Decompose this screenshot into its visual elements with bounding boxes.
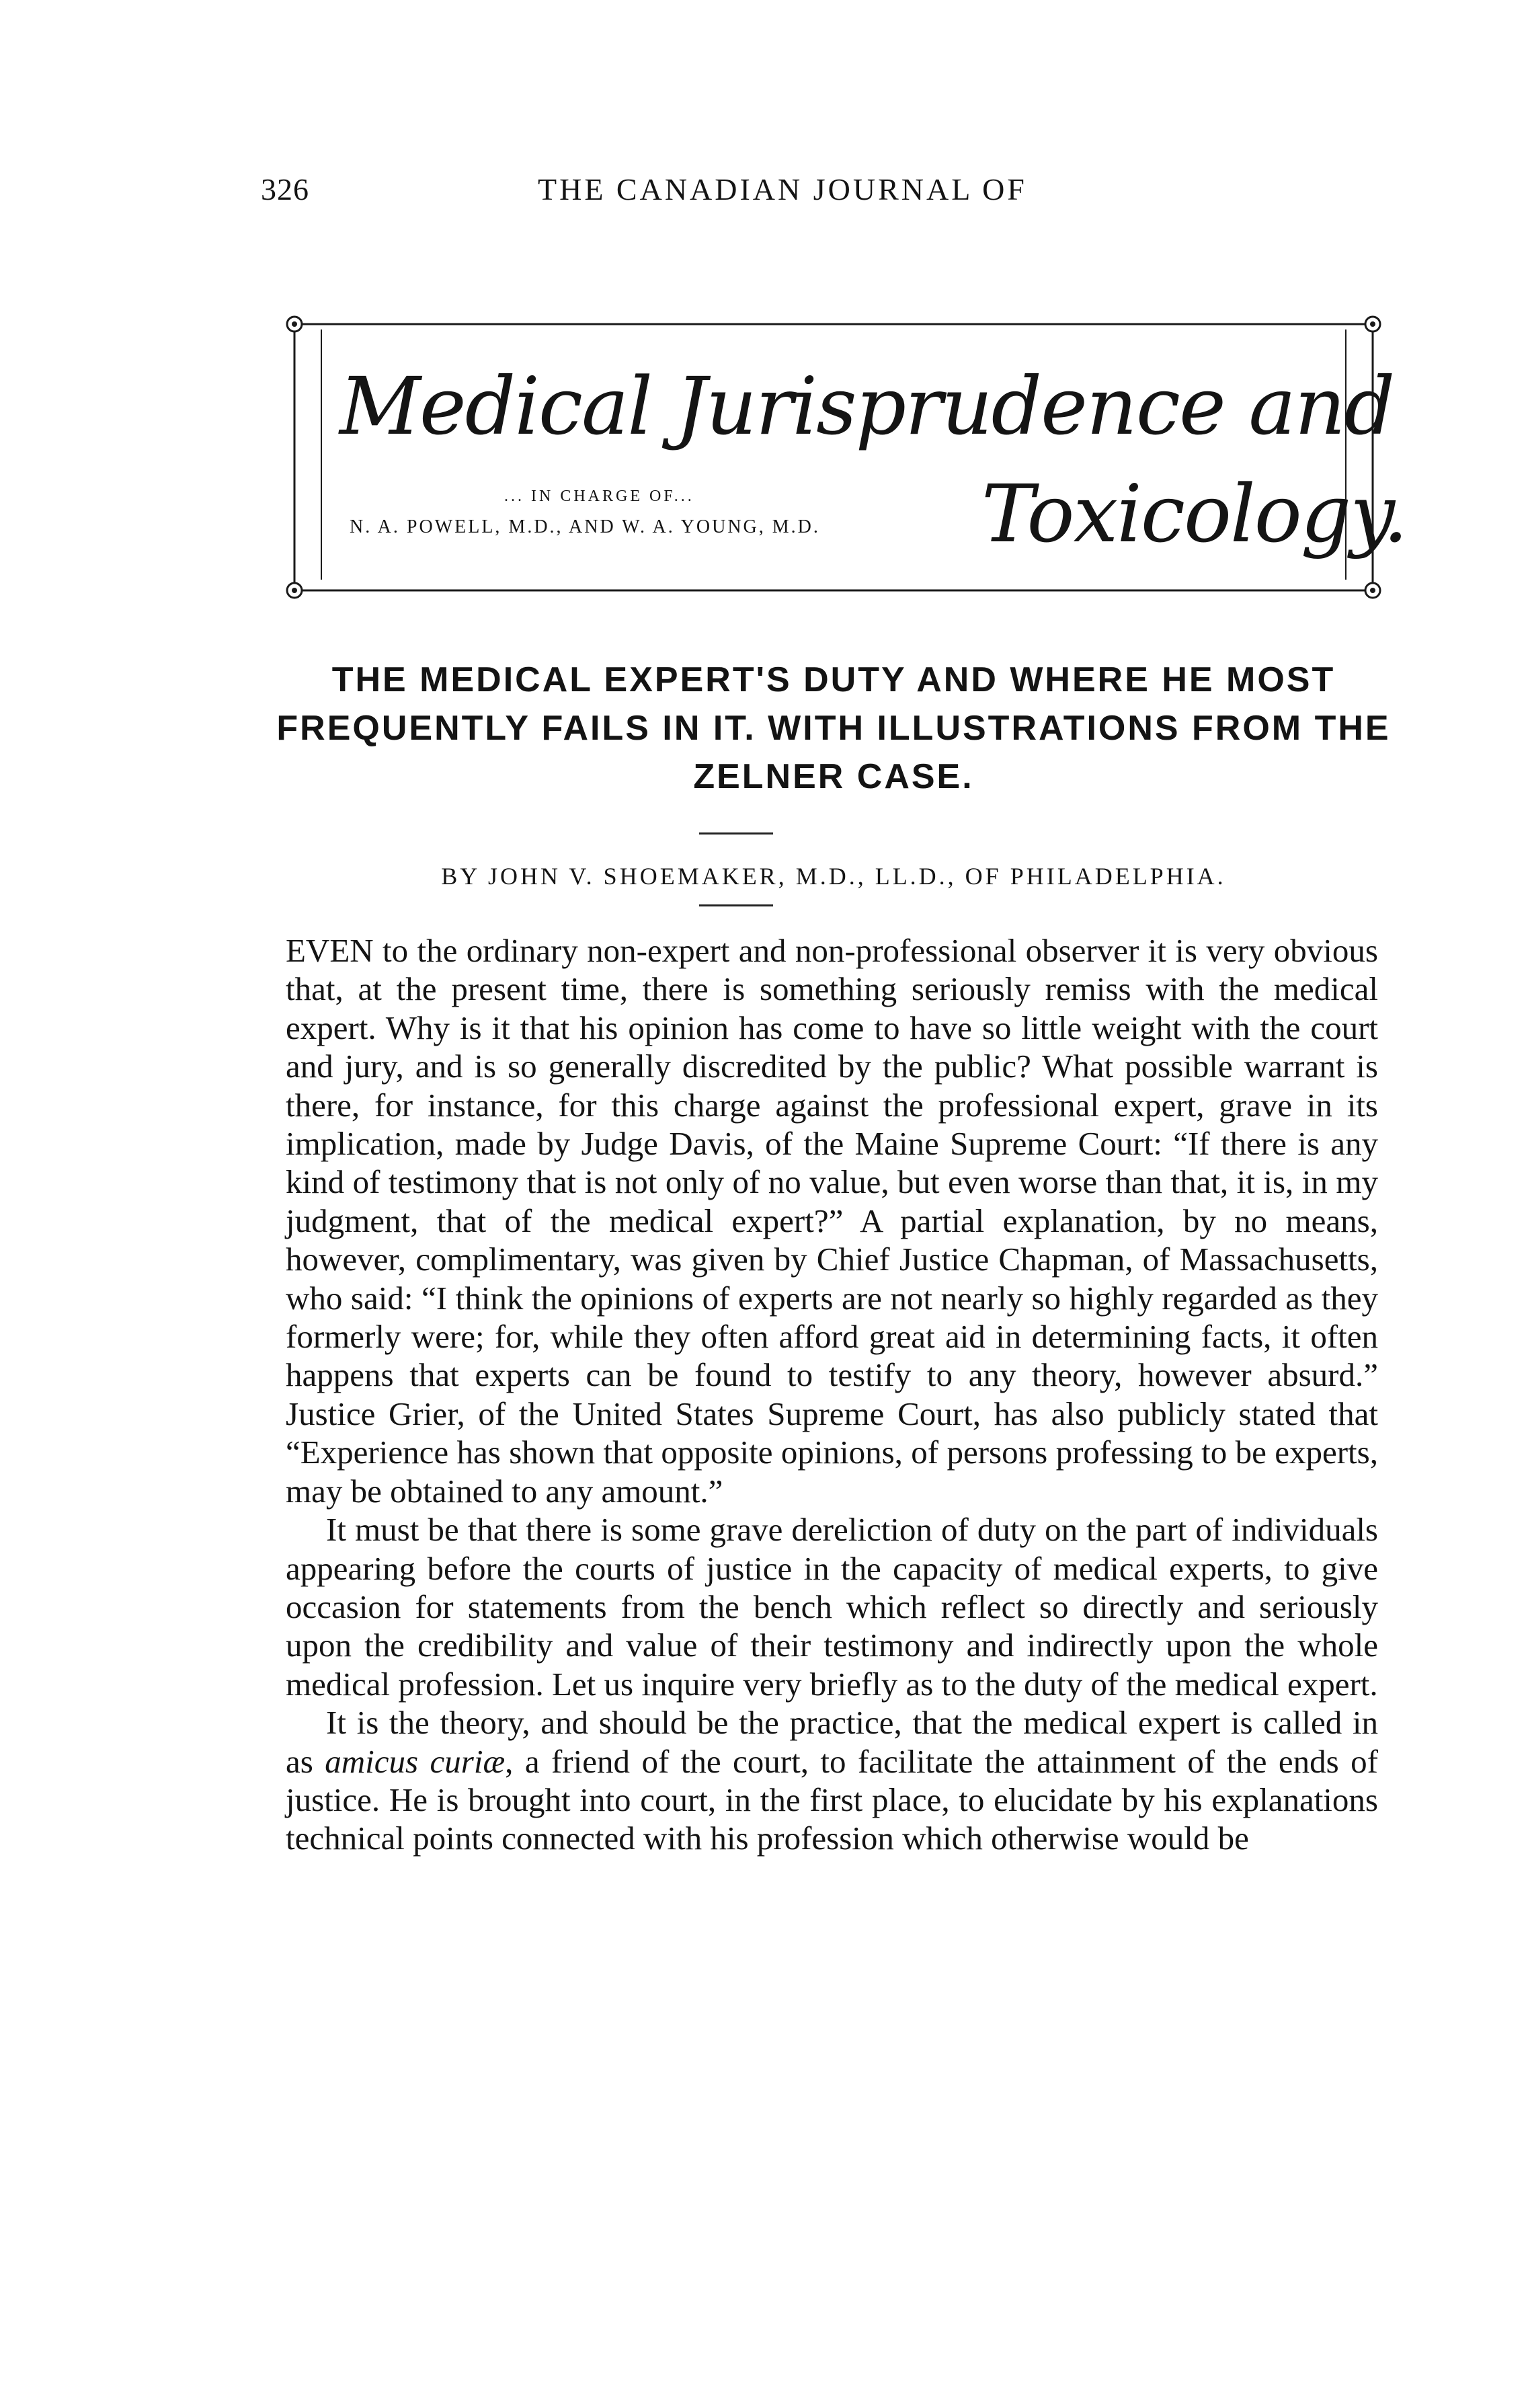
paragraph — [286, 931, 1378, 1510]
journal-title: THE CANADIAN JOURNAL OF — [538, 172, 1027, 206]
running-head — [0, 171, 1528, 212]
department-title-line-2: Toxicology. — [981, 467, 1407, 560]
department-heading-box — [282, 303, 1407, 612]
department-title-line-1: Medical Jurisprudence and — [339, 360, 1394, 453]
ornamental-border — [282, 303, 1385, 612]
in-charge-of-label: ... IN CHARGE OF... — [504, 488, 694, 505]
paragraph: It must be that there is some grave dereliction of duty on the part of individuals appearing before the courts of justice in the capacity of medical experts, to give occasion for statements from the bench which reflect so directly and seriously upon the credibility and value of their testimony and indirectly upon the whole medical profession. Let us inquire very briefly as to the duty of the medical expert. — [286, 1511, 1378, 1703]
paragraph-text: , a friend of the court, to facilitate the attainment of the ends of justice. He is brought into court, in the first place, to elucidate by his explanations technical points connected with his profession which otherwise would be — [286, 1742, 1378, 1857]
latin-phrase: amicus curiæ — [325, 1742, 506, 1780]
department-editors: N. A. POWELL, M.D., AND W. A. YOUNG, M.D. — [350, 516, 820, 537]
article-byline: BY JOHN V. SHOEMAKER, M.D., LL.D., OF PHILADELPHIA. — [441, 863, 1226, 890]
paragraph-text: It is the theory, and should be the practice, that the medical expert is called in as — [286, 1704, 1378, 1780]
article-body — [286, 931, 1378, 1858]
article-title: THE MEDICAL EXPERT'S DUTY AND WHERE HE MOST FREQUENTLY FAILS IN IT. WITH ILLUSTRATIONS FROM THE ZELNER CASE. — [276, 660, 1391, 796]
divider-rule — [699, 904, 773, 906]
divider-rule — [699, 832, 773, 834]
paragraph-lead: EVEN — [286, 932, 374, 969]
page-number: 326 — [261, 172, 309, 206]
paragraph — [286, 1703, 1378, 1858]
paragraph-text: to the ordinary non-expert and non-professional observer it is very obvious that, at the present time, there is something seriously remiss with the medical expert. Why is it that his opinion has come to have so little weight with the court and jury, and is so generally discredited by the public? What possible warrant is there, for instance, for this charge against the professional expert, grave in its implication, made by Judge Davis, of the Maine Supreme Court: “If there is any kind of testimony that is not only of no value, but even worse than that, it is, in my judgment, that of the medical expert?” A partial explanation, by no means, however, complimentary, was given by Chief Justice Chapman, of Massachusetts, who said: “I think the opinions of experts are not nearly so highly regarded as they formerly were; for, while they often afford great aid in determining facts, it often happens that experts can be found to testify to any theory, however absurd.” Justice Grier, of the United States Supreme Court, has also publicly stated that “Experience has shown that opposite opinions, of persons professing to be experts, may be obtained to any amount.” — [286, 932, 1378, 1510]
